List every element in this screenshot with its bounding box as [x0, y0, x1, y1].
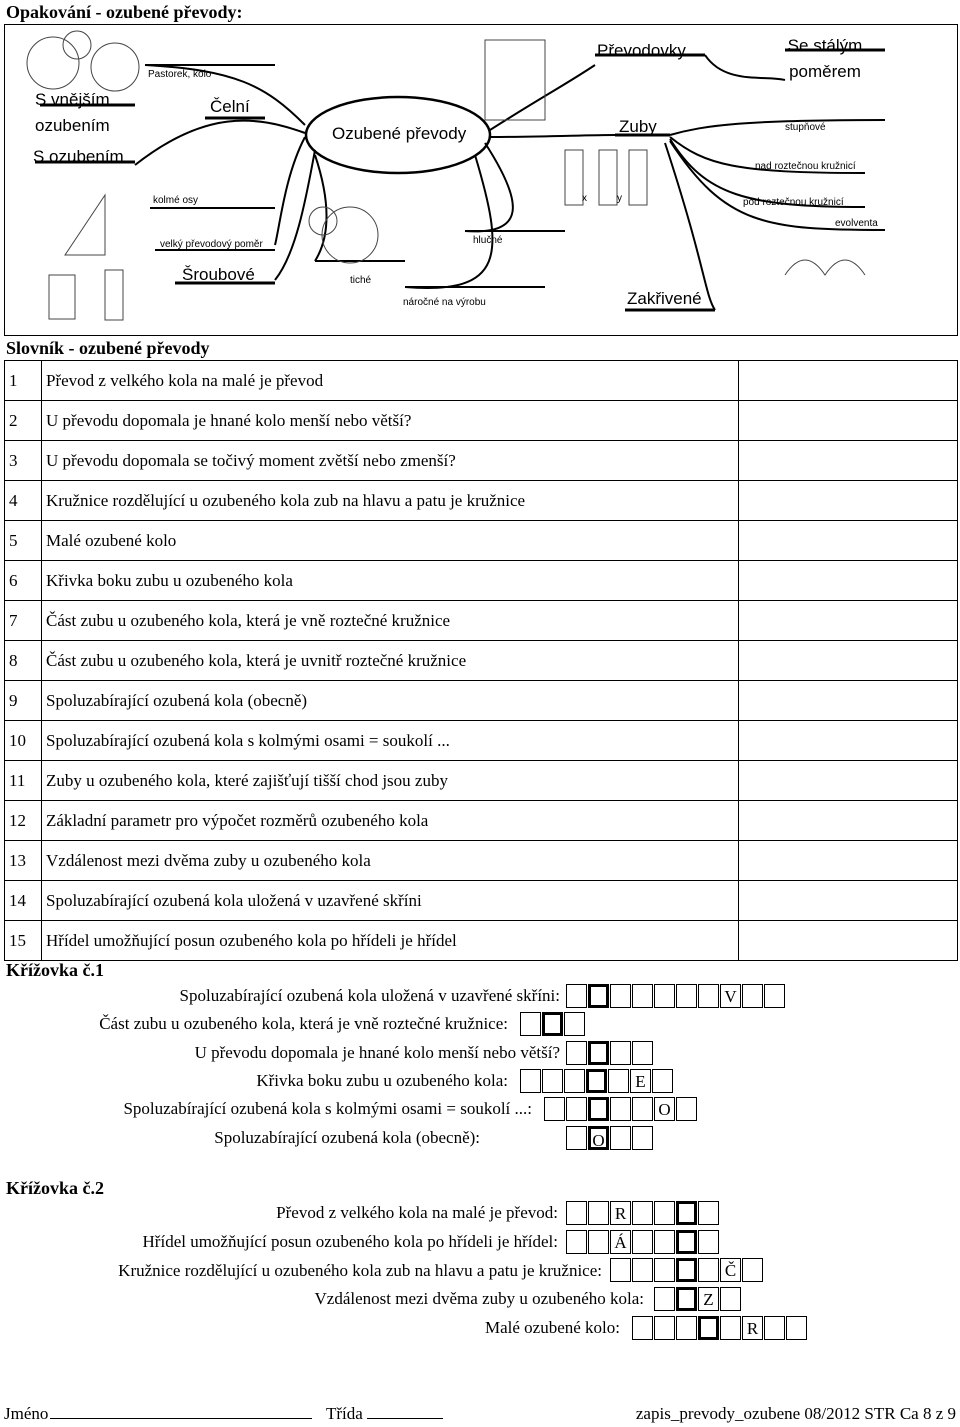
vocab-question: Část zubu u ozubeného kola, která je uvnitř roztečné kružnice — [42, 641, 739, 681]
undefined-cell[interactable] — [588, 984, 609, 1008]
footer-trida-line[interactable] — [367, 1418, 443, 1419]
footer-ref: zapis_prevody_ozubene 08/2012 STR Ca 8 z 9 — [635, 1404, 956, 1423]
cw1-clue-1: Spoluzabírající ozubená kola uložená v uzavřené skříni: — [179, 986, 560, 1005]
mindmap-celni: Čelní — [210, 97, 250, 116]
vocab-question: Spoluzabírající ozubená kola s kolmými osami = soukolí ... — [42, 721, 739, 761]
vocab-number: 9 — [5, 681, 42, 721]
mindmap-stupnove: stupňové — [785, 122, 826, 133]
cw1-clue-4: Křivka boku zubu u ozubeného kola: — [256, 1071, 508, 1090]
cw2-clue-3: Kružnice rozdělující u ozubeného kola zub na hlavu a patu je kružnice: — [118, 1261, 602, 1280]
undefined-cell[interactable] — [676, 1201, 697, 1225]
vocab-row — [5, 481, 958, 521]
mindmap-s-ozubenim: S ozubením — [33, 147, 124, 166]
vocab-row — [5, 641, 958, 681]
undefined-cell[interactable] — [764, 1316, 785, 1340]
undefined-cell[interactable]: R — [742, 1316, 763, 1340]
vocab-answer-cell[interactable] — [739, 401, 958, 441]
mindmap-narocne: náročné na výrobu — [403, 297, 486, 308]
undefined-cell[interactable] — [698, 1201, 719, 1225]
mindmap-center: Ozubené převody — [332, 124, 467, 143]
vocab-row — [5, 881, 958, 921]
vocab-number: 4 — [5, 481, 42, 521]
undefined-cell[interactable] — [610, 1258, 631, 1282]
cw1-clue-3: U převodu dopomala je hnané kolo menší nebo větší? — [194, 1043, 560, 1062]
cw2-clue-5: Malé ozubené kolo: — [484, 1318, 620, 1337]
vocab-answer-cell[interactable] — [739, 561, 958, 601]
undefined-cell[interactable] — [588, 1230, 609, 1254]
undefined-cell[interactable] — [654, 1287, 675, 1311]
undefined-cell[interactable]: Č — [720, 1258, 741, 1282]
mindmap-pod-roztecnou: pod roztečnou kružnicí — [743, 197, 844, 208]
vocab-question: Kružnice rozdělující u ozubeného kola zub na hlavu a patu je kružnice — [42, 481, 739, 521]
cw2-title: Křížovka č.2 — [6, 1178, 104, 1198]
vocab-row — [5, 841, 958, 881]
vocab-question: Malé ozubené kolo — [42, 521, 739, 561]
vocab-answer-cell[interactable] — [739, 441, 958, 481]
undefined-cell[interactable] — [566, 1097, 587, 1121]
mindmap-velky-pomer: velký převodový poměr — [160, 239, 263, 250]
undefined-cell[interactable] — [632, 1230, 653, 1254]
vocab-answer-cell[interactable] — [739, 361, 958, 401]
vocab-table — [4, 360, 958, 961]
vocab-number: 11 — [5, 761, 42, 801]
undefined-cell[interactable] — [652, 1069, 673, 1093]
footer-trida — [326, 1404, 443, 1424]
vocab-number: 14 — [5, 881, 42, 921]
vocab-answer-cell[interactable] — [739, 801, 958, 841]
undefined-cell[interactable] — [676, 1316, 697, 1340]
undefined-cell[interactable] — [698, 1316, 719, 1340]
undefined-cell[interactable] — [742, 1258, 763, 1282]
mindmap-zakrivene: Zakřivené — [627, 289, 702, 308]
cw1-clue-2: Část zubu u ozubeného kola, která je vně roztečné kružnice: — [99, 1014, 508, 1033]
mindmap-tiche: tiché — [350, 275, 372, 286]
vocab-number: 7 — [5, 601, 42, 641]
undefined-cell[interactable] — [610, 984, 631, 1008]
vocab-answer-cell[interactable] — [739, 761, 958, 801]
vocab-question: Spoluzabírající ozubená kola uložená v uzavřené skříni — [42, 881, 739, 921]
undefined-cell[interactable] — [676, 1287, 697, 1311]
vocab-number: 6 — [5, 561, 42, 601]
vocab-answer-cell[interactable] — [739, 601, 958, 641]
vocab-answer-cell[interactable] — [739, 881, 958, 921]
mindmap-y: y — [617, 193, 622, 204]
footer-jmeno-label: Jméno — [4, 1404, 49, 1423]
undefined-cell[interactable] — [654, 1230, 675, 1254]
undefined-cell[interactable] — [610, 1097, 631, 1121]
vocab-number: 2 — [5, 401, 42, 441]
undefined-cell[interactable] — [654, 1316, 675, 1340]
undefined-cell[interactable] — [588, 1201, 609, 1225]
undefined-cell[interactable] — [542, 1012, 563, 1036]
undefined-cell[interactable] — [764, 984, 785, 1008]
vocab-question: Zuby u ozubeného kola, které zajišťují tišší chod jsou zuby — [42, 761, 739, 801]
undefined-cell[interactable] — [566, 1201, 587, 1225]
mindmap-x: x — [582, 193, 587, 204]
vocab-question: Základní parametr pro výpočet rozměrů ozubeného kola — [42, 801, 739, 841]
undefined-cell[interactable] — [566, 1041, 587, 1065]
footer-trida-label: Třída — [326, 1404, 363, 1423]
cw1-clue-6: Spoluzabírající ozubená kola (obecně): — [214, 1128, 480, 1147]
vocab-number: 13 — [5, 841, 42, 881]
vocab-number: 8 — [5, 641, 42, 681]
mindmap-kolme-osy: kolmé osy — [153, 195, 199, 206]
vocab-answer-cell[interactable] — [739, 921, 958, 961]
undefined-cell[interactable]: R — [610, 1201, 631, 1225]
vocab-row — [5, 761, 958, 801]
vocab-number: 10 — [5, 721, 42, 761]
undefined-cell[interactable] — [520, 1069, 541, 1093]
mindmap-hlucne: hlučné — [473, 235, 503, 246]
mindmap-nad-roztecnou: nad roztečnou kružnicí — [755, 161, 856, 172]
vocab-question: Převod z velkého kola na malé je převod — [42, 361, 739, 401]
vocab-answer-cell[interactable] — [739, 641, 958, 681]
vocab-question: Křivka boku zubu u ozubeného kola — [42, 561, 739, 601]
vocab-question: U převodu dopomala se točivý moment zvětší nebo zmenší? — [42, 441, 739, 481]
footer-jmeno-line[interactable] — [50, 1418, 312, 1419]
vocab-number: 1 — [5, 361, 42, 401]
undefined-cell[interactable]: E — [630, 1069, 651, 1093]
vocab-row — [5, 561, 958, 601]
undefined-cell[interactable] — [564, 1069, 585, 1093]
vocab-row — [5, 681, 958, 721]
vocab-row — [5, 601, 958, 641]
vocab-number: 12 — [5, 801, 42, 841]
cw2-clue-2: Hřídel umožňující posun ozubeného kola po hřídeli je hřídel: — [142, 1232, 558, 1251]
undefined-cell[interactable]: O — [588, 1126, 609, 1150]
mindmap-evolventa: evolventa — [835, 218, 878, 229]
undefined-cell[interactable] — [564, 1012, 585, 1036]
vocab-row — [5, 401, 958, 441]
undefined-cell[interactable] — [632, 1201, 653, 1225]
vocab-answer-cell[interactable] — [739, 521, 958, 561]
page-title: Opakování - ozubené převody: — [6, 2, 243, 22]
undefined-cell[interactable] — [632, 984, 653, 1008]
cw1-clue-5: Spoluzabírající ozubená kola s kolmými osami = soukolí ...: — [123, 1099, 532, 1118]
cw2-clue-1: Převod z velkého kola na malé je převod: — [276, 1203, 558, 1222]
undefined-cell[interactable] — [632, 1126, 653, 1150]
mindmap-s-vnejsim: S vnějším ozubením — [35, 90, 110, 135]
footer-jmeno — [4, 1404, 312, 1424]
mindmap-prevodovky: Převodovky — [597, 41, 686, 60]
mindmap-se-stalym: Se stálým poměrem — [787, 36, 863, 81]
undefined-cell[interactable] — [654, 984, 675, 1008]
undefined-cell[interactable] — [566, 1230, 587, 1254]
undefined-cell[interactable] — [610, 1041, 631, 1065]
undefined-cell[interactable] — [544, 1097, 565, 1121]
undefined-cell[interactable] — [608, 1069, 629, 1093]
undefined-cell[interactable] — [720, 1287, 741, 1311]
undefined-cell[interactable] — [742, 984, 763, 1008]
undefined-cell[interactable] — [632, 1258, 653, 1282]
vocab-title: Slovník - ozubené převody — [6, 338, 210, 358]
undefined-cell[interactable] — [632, 1316, 653, 1340]
cw1-title: Křížovka č.1 — [6, 960, 104, 980]
vocab-row — [5, 801, 958, 841]
undefined-cell[interactable] — [786, 1316, 807, 1340]
cw2-clue-4: Vzdálenost mezi dvěma zuby u ozubeného kola: — [314, 1289, 644, 1308]
vocab-answer-cell[interactable] — [739, 721, 958, 761]
undefined-cell[interactable] — [676, 1258, 697, 1282]
undefined-cell[interactable] — [676, 1230, 697, 1254]
vocab-row — [5, 361, 958, 401]
undefined-cell[interactable] — [566, 984, 587, 1008]
vocab-row — [5, 921, 958, 961]
vocab-answer-cell[interactable] — [739, 841, 958, 881]
undefined-cell[interactable] — [632, 1041, 653, 1065]
undefined-cell[interactable] — [654, 1201, 675, 1225]
mindmap-sroubove: Šroubové — [182, 265, 255, 284]
vocab-question: Část zubu u ozubeného kola, která je vně roztečné kružnice — [42, 601, 739, 641]
undefined-cell[interactable] — [698, 1230, 719, 1254]
vocab-question: Vzdálenost mezi dvěma zuby u ozubeného kola — [42, 841, 739, 881]
vocab-number: 5 — [5, 521, 42, 561]
undefined-cell[interactable] — [588, 1097, 609, 1121]
vocab-row — [5, 441, 958, 481]
undefined-cell[interactable] — [676, 984, 697, 1008]
mindmap — [4, 24, 958, 336]
vocab-row — [5, 721, 958, 761]
vocab-question: U převodu dopomala je hnané kolo menší nebo větší? — [42, 401, 739, 441]
vocab-answer-cell[interactable] — [739, 481, 958, 521]
undefined-cell[interactable] — [588, 1041, 609, 1065]
undefined-cell[interactable] — [654, 1258, 675, 1282]
undefined-cell[interactable] — [520, 1012, 541, 1036]
vocab-row — [5, 521, 958, 561]
undefined-cell[interactable] — [586, 1069, 607, 1093]
undefined-cell[interactable]: Z — [698, 1287, 719, 1311]
undefined-cell[interactable]: O — [654, 1097, 675, 1121]
undefined-cell[interactable] — [566, 1126, 587, 1150]
undefined-cell[interactable] — [698, 1258, 719, 1282]
vocab-answer-cell[interactable] — [739, 681, 958, 721]
mindmap-pastorek: Pastorek, kolo — [148, 69, 212, 80]
undefined-cell[interactable] — [610, 1126, 631, 1150]
mindmap-zuby: Zuby — [619, 117, 657, 136]
vocab-number: 3 — [5, 441, 42, 481]
undefined-cell[interactable] — [676, 1097, 697, 1121]
undefined-cell[interactable]: Á — [610, 1230, 631, 1254]
undefined-cell[interactable] — [720, 1316, 741, 1340]
undefined-cell[interactable] — [632, 1097, 653, 1121]
vocab-number: 15 — [5, 921, 42, 961]
undefined-cell[interactable] — [542, 1069, 563, 1093]
undefined-cell[interactable] — [698, 984, 719, 1008]
vocab-question: Hřídel umožňující posun ozubeného kola po hřídeli je hřídel — [42, 921, 739, 961]
vocab-question: Spoluzabírající ozubená kola (obecně) — [42, 681, 739, 721]
undefined-cell[interactable]: V — [720, 984, 741, 1008]
